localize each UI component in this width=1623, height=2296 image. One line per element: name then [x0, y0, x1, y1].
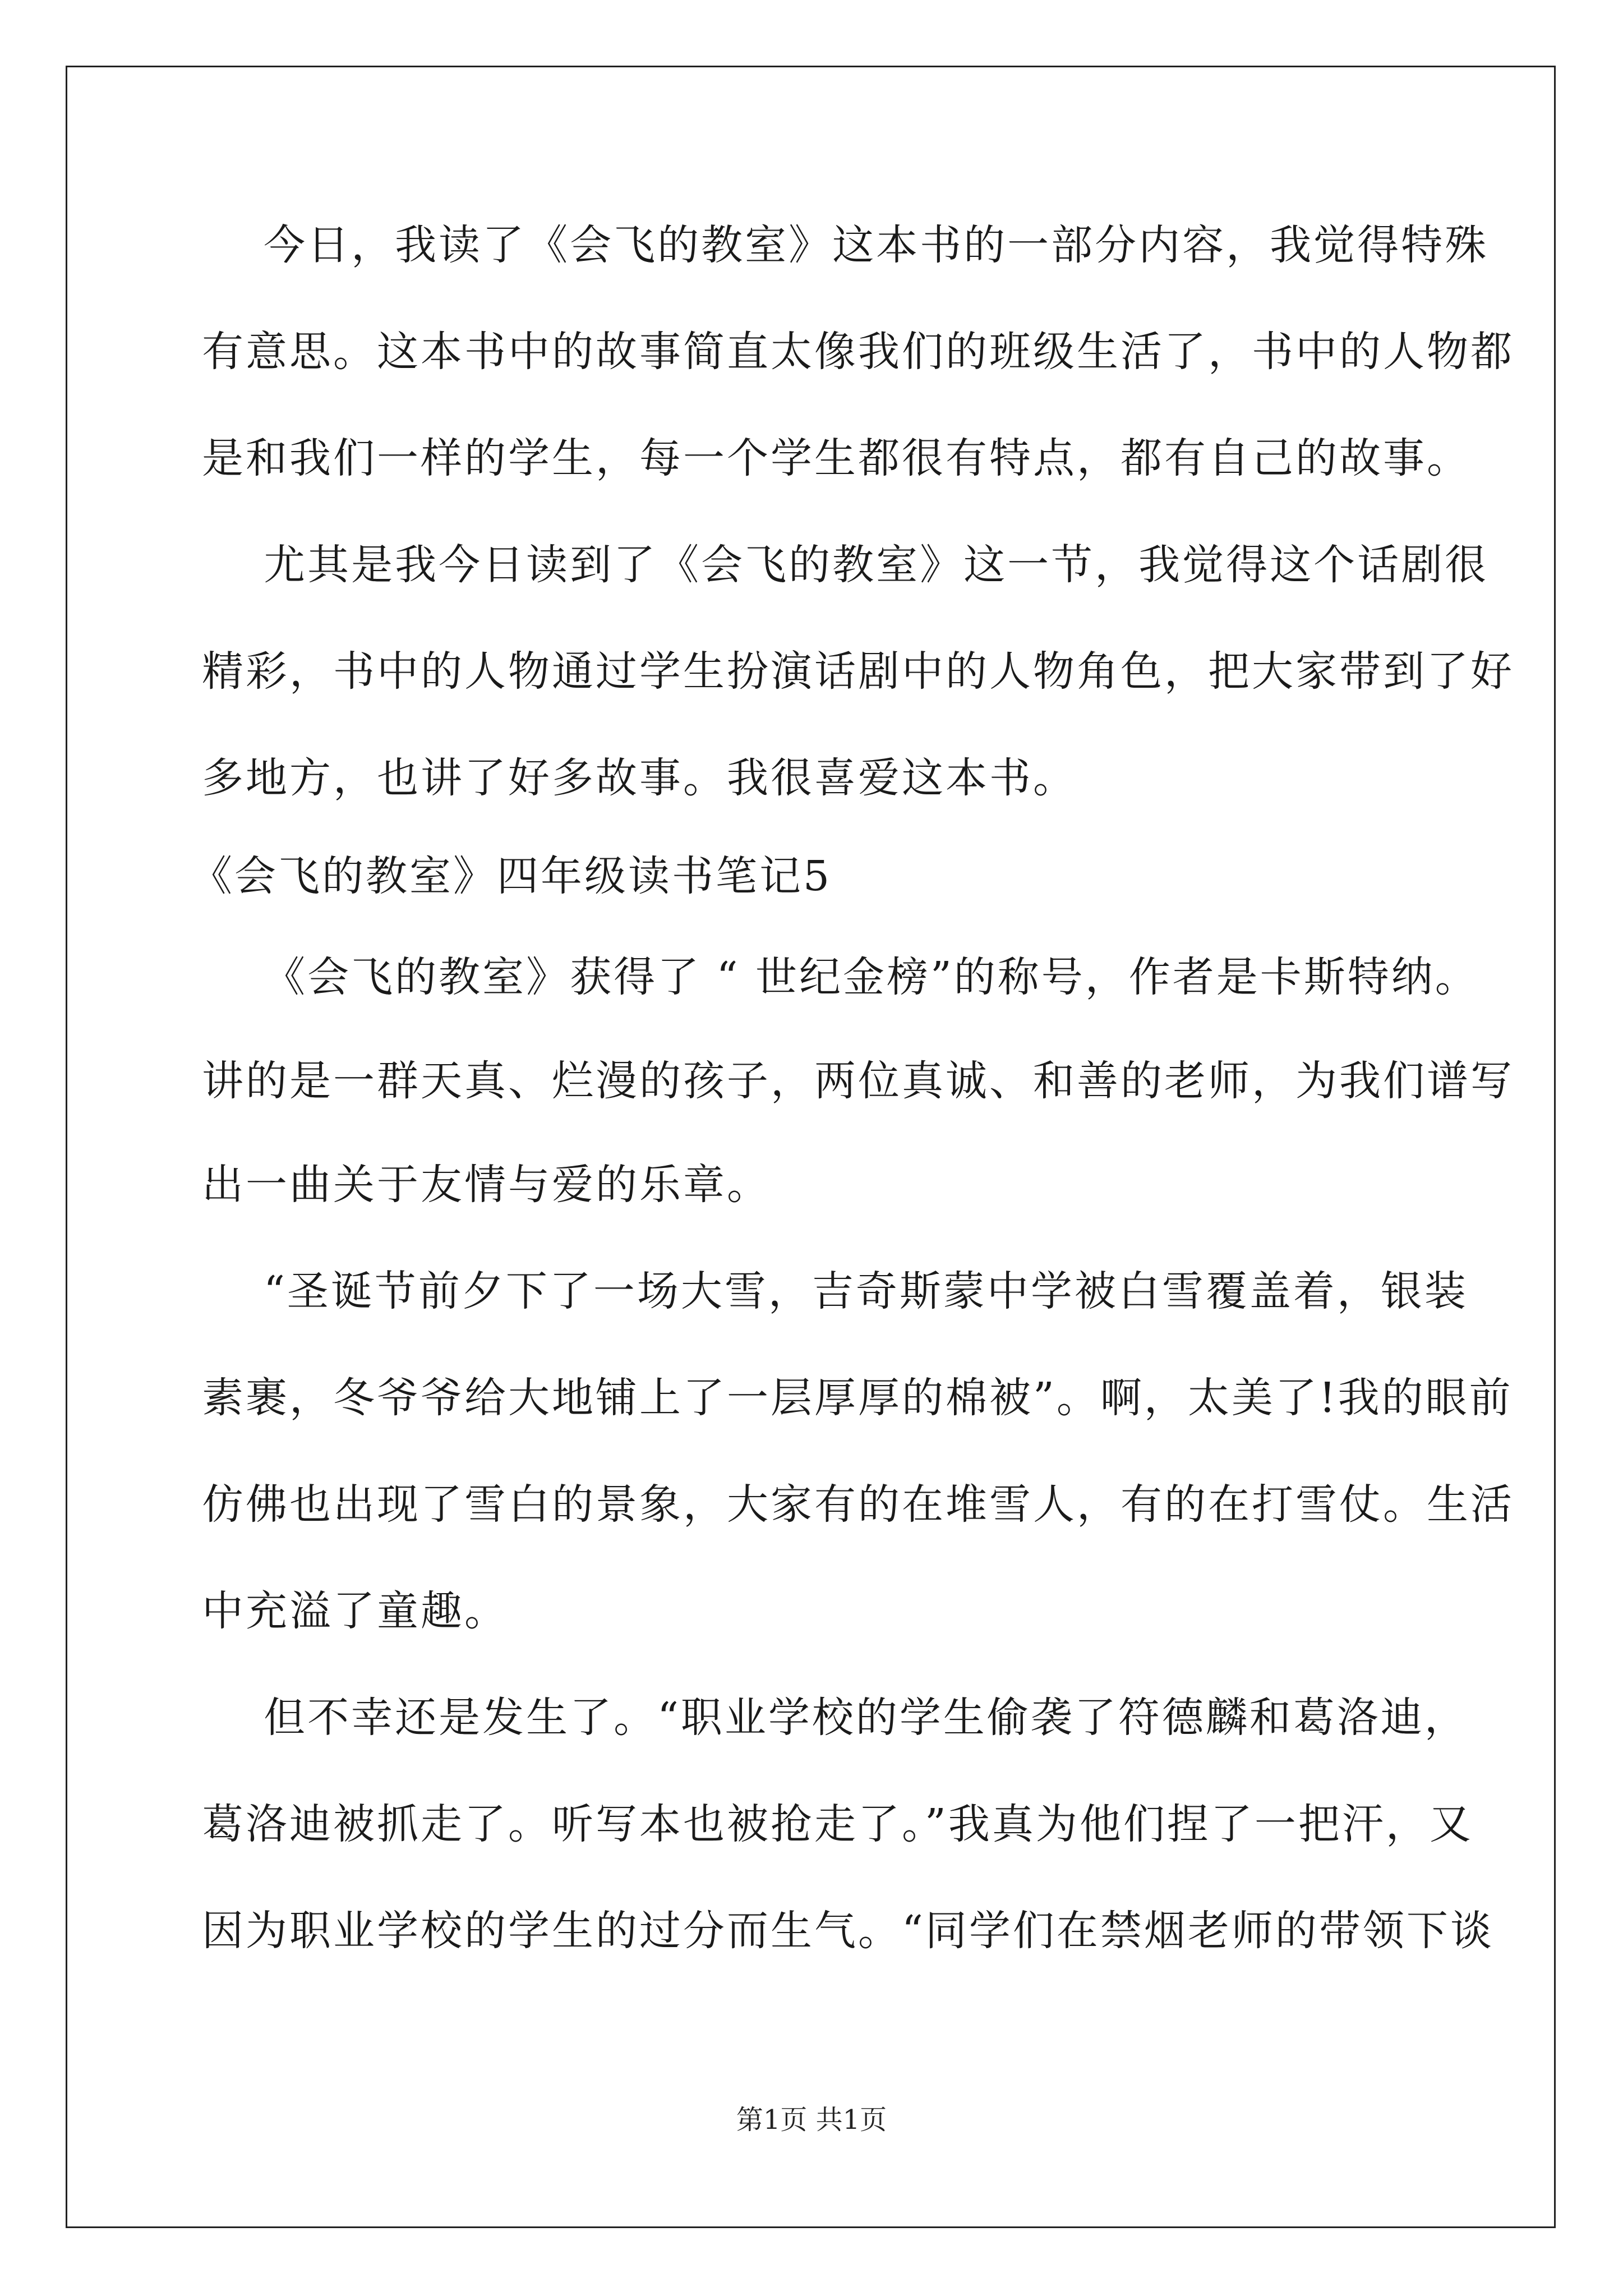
paragraph-line: 《会飞的教室》获得了 “ 世纪金榜”的称号，作者是卡斯特纳。	[202, 953, 1479, 1001]
paragraph-line: 因为职业学校的学生的过分而生气。“同学们在禁烟老师的带领下谈	[202, 1907, 1494, 1955]
paragraph-line: 素裹，冬爷爷给大地铺上了一层厚厚的棉被”。啊，太美了!我的眼前	[202, 1374, 1513, 1422]
paragraph-line: 讲的是一群天真、烂漫的孩子，两位真诚、和善的老师，为我们谱写	[202, 1057, 1514, 1105]
paragraph-line: 葛洛迪被抓走了。听写本也被抢走了。”我真为他们捏了一把汗，又	[202, 1800, 1473, 1848]
paragraph-line: 中充溢了童趣。	[202, 1587, 508, 1635]
paragraph-line: 精彩，书中的人物通过学生扮演话剧中的人物角色，把大家带到了好	[202, 647, 1514, 696]
paragraph-line: 但不幸还是发生了。“职业学校的学生偷袭了符德麟和葛洛迪，	[202, 1694, 1468, 1742]
page-number-footer: 第1页 共1页	[736, 2104, 887, 2136]
paragraph-line: 有意思。这本书中的故事简直太像我们的班级生活了，书中的人物都	[202, 328, 1514, 376]
paragraph-line: 多地方，也讲了好多故事。我很喜爱这本书。	[202, 754, 1077, 802]
paragraph-line: 出一曲关于友情与爱的乐章。	[202, 1161, 771, 1209]
section-heading: 《会飞的教室》四年级读书笔记5	[191, 852, 832, 900]
paragraph-line: 仿佛也出现了雪白的景象，大家有的在堆雪人，有的在打雪仗。生活	[202, 1480, 1514, 1529]
paragraph-line: “圣诞节前夕下了一场大雪，吉奇斯蒙中学被白雪覆盖着，银装	[202, 1267, 1468, 1315]
paragraph-line: 今日，我读了《会飞的教室》这本书的一部分内容，我觉得特殊	[202, 221, 1489, 269]
page-border	[66, 66, 1556, 2228]
paragraph-line: 是和我们一样的学生，每一个学生都很有特点，都有自己的故事。	[202, 434, 1470, 482]
paragraph-line: 尤其是我今日读到了《会飞的教室》这一节，我觉得这个话剧很	[202, 541, 1489, 589]
